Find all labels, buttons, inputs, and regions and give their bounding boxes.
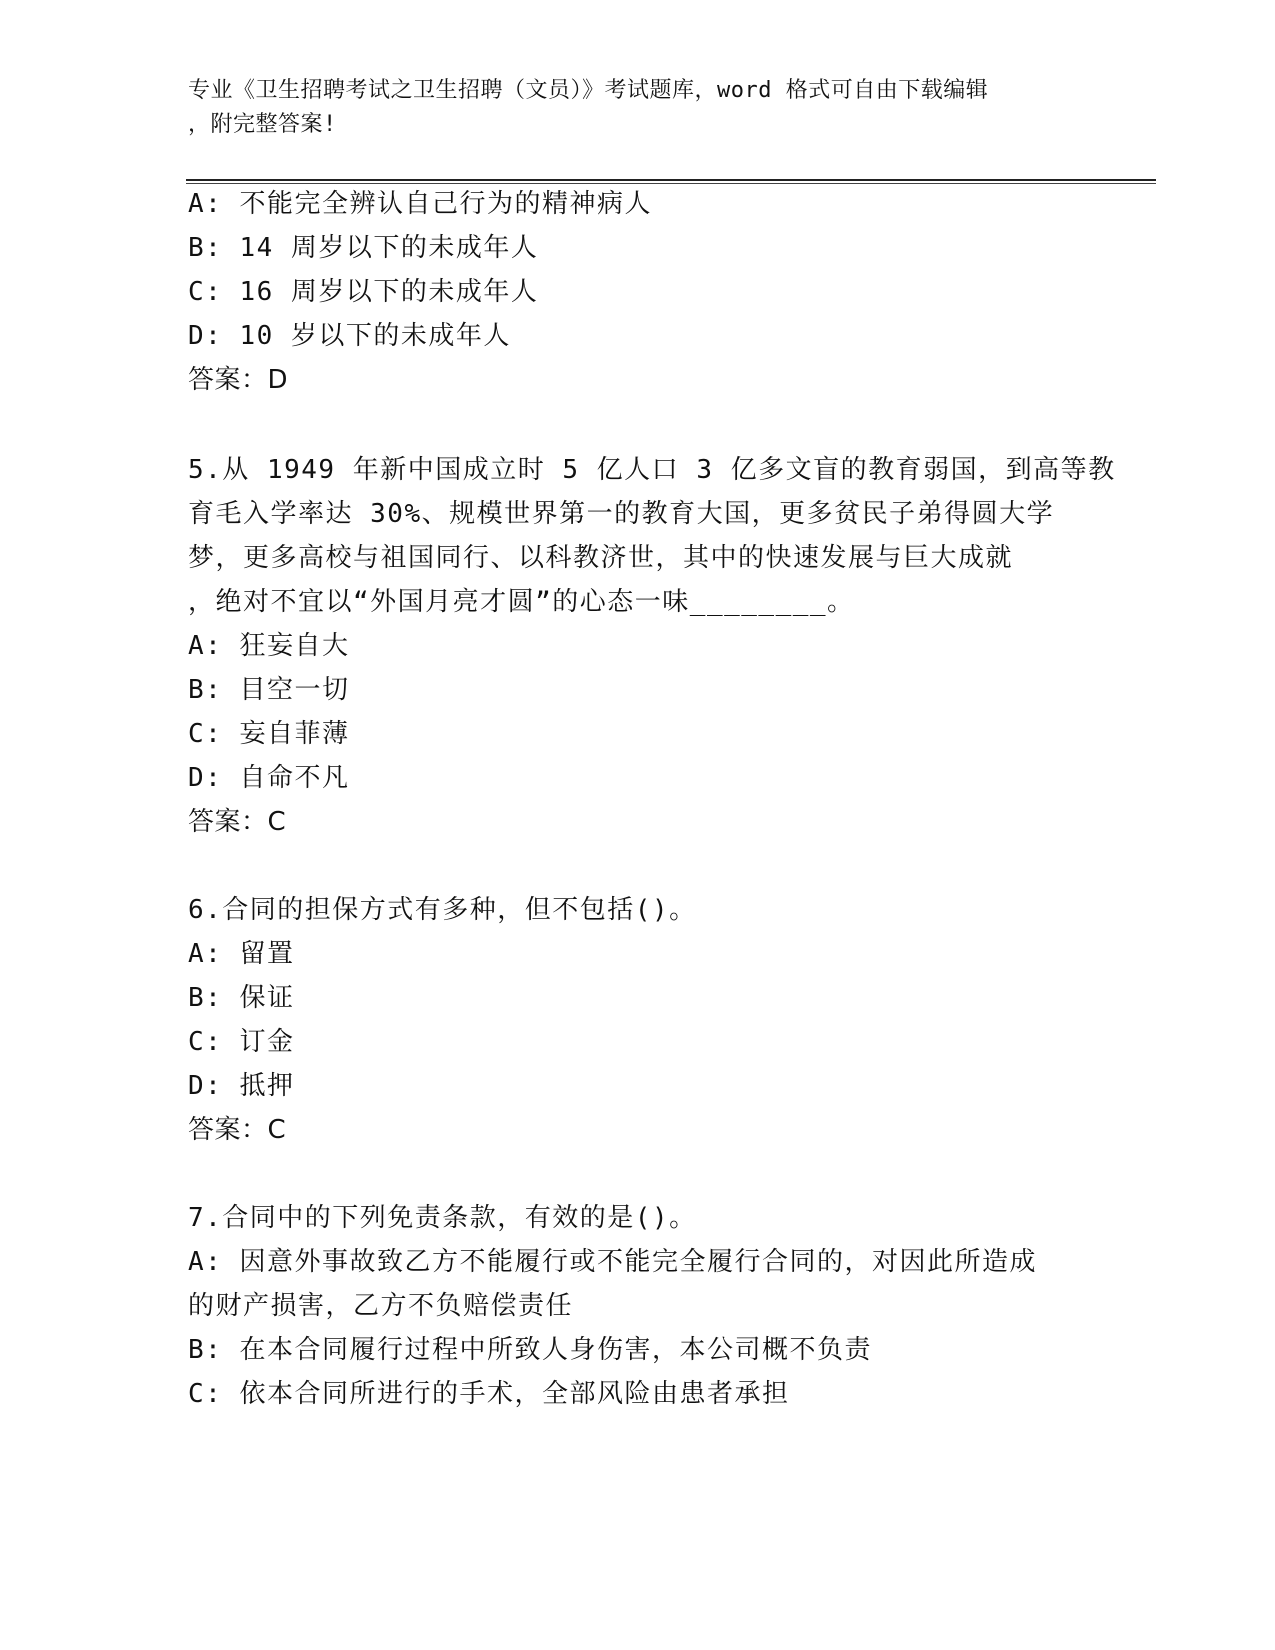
q5-option-d: D: 自命不凡	[188, 763, 350, 793]
q5-option-b: B: 目空一切	[188, 675, 350, 705]
q5-stem-line-2: 育毛入学率达 30%、规模世界第一的教育大国，更多贫民子弟得圆大学	[188, 499, 1055, 529]
q4-option-d: D: 10 岁以下的未成年人	[188, 321, 511, 351]
q5-option-a: A: 狂妄自大	[188, 631, 350, 661]
q4-answer: 答案：D	[188, 365, 289, 395]
q7-option-b: B: 在本合同履行过程中所致人身伤害，本公司概不负责	[188, 1335, 872, 1365]
q6-option-a: A: 留置	[188, 939, 295, 969]
q4-option-b: B: 14 周岁以下的未成年人	[188, 233, 539, 263]
header-subtitle-line: ，附完整答案!	[188, 112, 337, 137]
q5-option-c: C: 妄自菲薄	[188, 719, 350, 749]
q5-stem-line-4: ，绝对不宜以“外国月亮才圆”的心态一味________。	[188, 587, 855, 617]
q6-stem: 6.合同的担保方式有多种，但不包括()。	[188, 895, 697, 925]
document-header	[188, 74, 1088, 142]
q5-stem-line-1: 5.从 1949 年新中国成立时 5 亿人口 3 亿多文盲的教育弱国，到高等教	[188, 455, 1116, 485]
header-divider-thin	[186, 183, 1156, 184]
q4-option-c: C: 16 周岁以下的未成年人	[188, 277, 539, 307]
header-title-line: 专业《卫生招聘考试之卫生招聘（文员）》考试题库，word 格式可自由下载编辑	[188, 78, 989, 103]
q6-option-c: C: 订金	[188, 1027, 295, 1057]
q5-answer: 答案：C	[188, 807, 287, 837]
header-divider-thick	[186, 179, 1156, 181]
q6-answer: 答案：C	[188, 1115, 287, 1145]
q7-option-c: C: 依本合同所进行的手术，全部风险由患者承担	[188, 1379, 790, 1409]
q7-stem: 7.合同中的下列免责条款，有效的是()。	[188, 1203, 697, 1233]
q6-option-d: D: 抵押	[188, 1071, 295, 1101]
q6-option-b: B: 保证	[188, 983, 295, 1013]
q5-stem-line-3: 梦，更多高校与祖国同行、以科教济世，其中的快速发展与巨大成就	[188, 543, 1014, 573]
q7-option-a-line-2: 的财产损害，乙方不负赔偿责任	[188, 1291, 574, 1321]
q7-option-a-line-1: A: 因意外事故致乙方不能履行或不能完全履行合同的，对因此所造成	[188, 1247, 1037, 1277]
q4-option-a: A: 不能完全辨认自己行为的精神病人	[188, 189, 652, 219]
